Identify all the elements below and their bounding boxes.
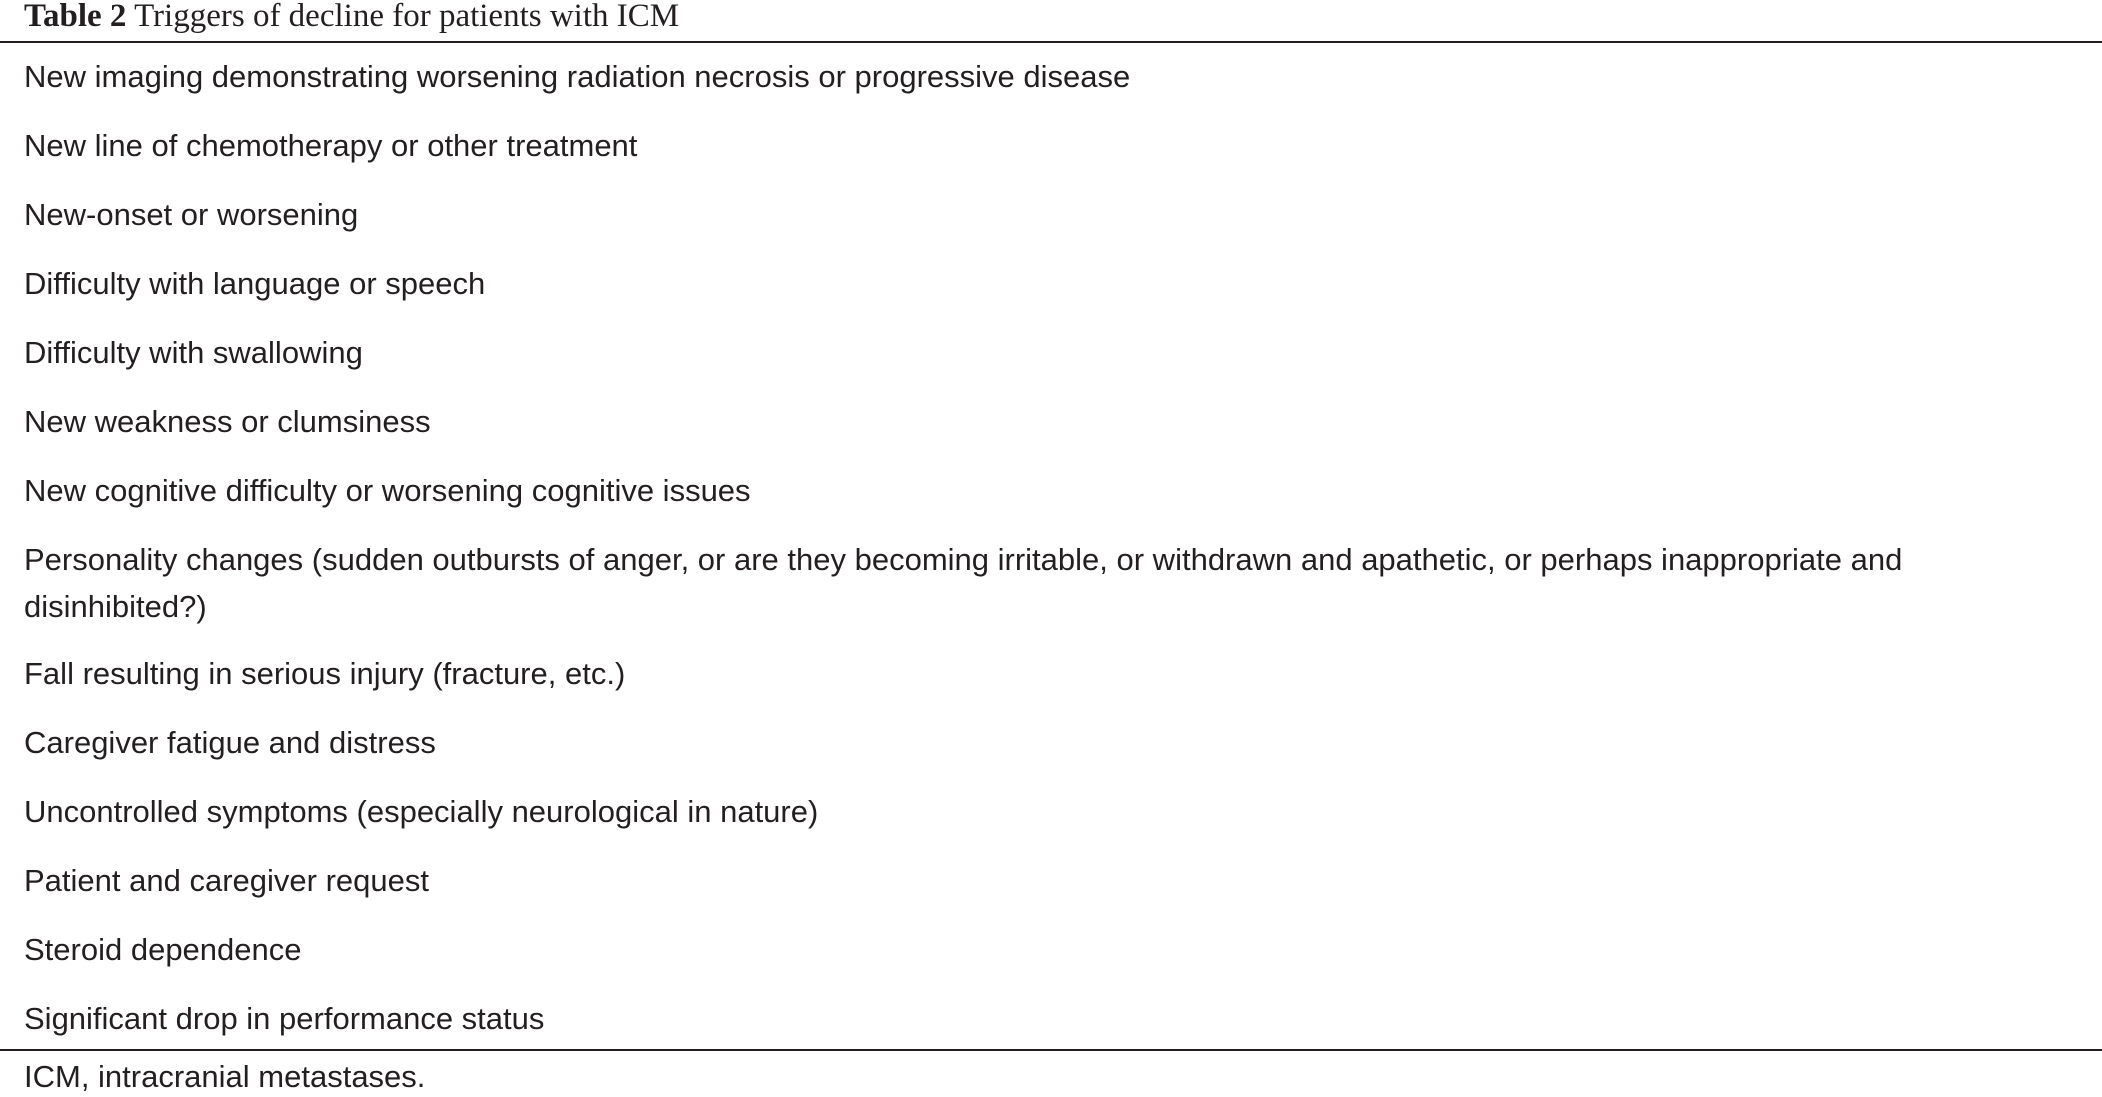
table-caption bbox=[24, 0, 679, 40]
table-row: New line of chemotherapy or other treatment bbox=[24, 128, 638, 163]
table-row: Caregiver fatigue and distress bbox=[24, 725, 436, 760]
table-row: Difficulty with language or speech bbox=[24, 266, 486, 301]
table-row: Patient and caregiver request bbox=[24, 863, 429, 898]
table-row: Steroid dependence bbox=[24, 932, 302, 967]
table-row: New-onset or worsening bbox=[24, 197, 359, 232]
table-row: New weakness or clumsiness bbox=[24, 404, 431, 439]
table-row: Personality changes (sudden outbursts of anger, or are they becoming irritable, or withdrawn and apathetic, or perhaps inappropriate and disinhibited?) bbox=[24, 542, 1903, 624]
table-caption-label: Table 2 bbox=[24, 0, 127, 34]
table-caption-title: Triggers of decline for patients with ICM bbox=[134, 0, 680, 34]
table-row: Significant drop in performance status bbox=[24, 1001, 545, 1036]
table-footnote: ICM, intracranial metastases. bbox=[24, 1059, 426, 1094]
table-row: New cognitive difficulty or worsening cognitive issues bbox=[24, 473, 751, 508]
table-row: Difficulty with swallowing bbox=[24, 335, 363, 370]
table-body bbox=[24, 42, 2084, 1053]
table-row: Uncontrolled symptoms (especially neurological in nature) bbox=[24, 794, 819, 829]
table-bottom-rule bbox=[0, 1049, 2102, 1051]
table-row: New imaging demonstrating worsening radiation necrosis or progressive disease bbox=[24, 59, 1131, 94]
table-row: Fall resulting in serious injury (fracture, etc.) bbox=[24, 656, 626, 691]
